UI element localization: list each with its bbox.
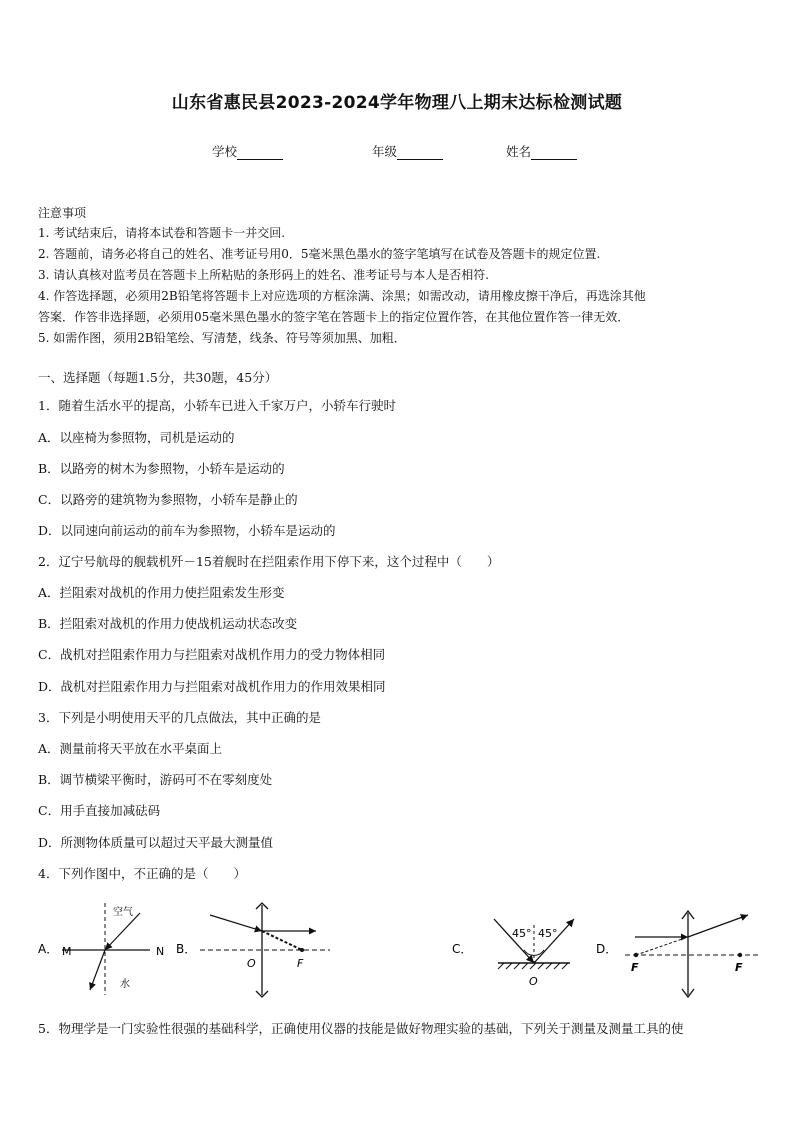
incident-ray	[210, 915, 262, 931]
reflected-ray	[534, 919, 574, 963]
notice-item: 5. 如需作图，须用2B铅笔绘、写清楚，线条、符号等须加黑、加粗．	[38, 331, 406, 345]
school-field[interactable]: 学校	[212, 142, 283, 160]
question-option: D．战机对拦阻索作用力与拦阻索对战机作用力的作用效果相同	[38, 679, 386, 694]
angle-right-label: 45°	[538, 927, 558, 940]
figure-c	[452, 919, 574, 988]
question-option: B．拦阻索对战机的作用力使战机运动状态改变	[38, 616, 298, 631]
figure-c-label: C．	[452, 942, 473, 956]
label-o: O	[247, 957, 256, 970]
figure-b-label: B．	[176, 942, 197, 956]
question-option: B．以路旁的树木为参照物，小轿车是运动的	[38, 461, 285, 476]
question-option: B．调节横梁平衡时，游码可不在零刻度处	[38, 772, 273, 787]
figure-d	[596, 911, 760, 997]
question-stem: 3．下列是小明使用天平的几点做法，其中正确的是	[38, 710, 321, 725]
incident-ray	[105, 913, 140, 950]
figure-a	[38, 903, 164, 995]
grade-field[interactable]: 年级	[372, 142, 443, 160]
name-field[interactable]: 姓名	[506, 142, 577, 160]
figure-b	[176, 903, 330, 997]
question-stem: 5．物理学是一门实验性很强的基础科学，正确使用仪器的技能是做好物理实验的基础，下列关于测量及测量工具的使	[38, 1021, 684, 1036]
label-f-left: F	[631, 961, 639, 974]
question-stem: 2．辽宁号航母的舰载机歼－15着舰时在拦阻索作用下停下来，这个过程中（ ）	[38, 554, 500, 569]
extension-line	[636, 937, 688, 955]
notice-item: 答案．作答非选择题，必须用05毫米黑色墨水的签字笔在答题卡上的指定位置作答，在其他位置作答一律无效．	[38, 310, 630, 324]
question-option: A．拦阻索对战机的作用力使拦阻索发生形变	[38, 585, 285, 600]
notice-item: 1. 考试结束后，请将本试卷和答题卡一并交回.	[38, 226, 286, 240]
figure-a-label: A．	[38, 942, 59, 956]
optics-figures	[0, 895, 794, 1005]
label-f: F	[297, 957, 304, 970]
label-m: M	[62, 945, 72, 958]
label-n: N	[156, 945, 165, 958]
incident-ray	[494, 919, 534, 963]
label-f-right: F	[735, 961, 743, 974]
question-stem: 1．随着生活水平的提高，小轿车已进入千家万户，小轿车行驶时	[38, 398, 396, 413]
question-option: C．以路旁的建筑物为参照物，小轿车是静止的	[38, 492, 298, 507]
figure-d-label: D．	[596, 942, 618, 956]
exit-ray	[688, 915, 748, 937]
question-option: A．以座椅为参照物，司机是运动的	[38, 430, 235, 445]
question-option: A．测量前将天平放在水平桌面上	[38, 741, 223, 756]
notice-heading: 注意事项	[38, 206, 87, 220]
notice-item: 3. 请认真核对监考员在答题卡上所粘贴的条形码上的姓名、准考证号与本人是否相符.	[38, 268, 490, 282]
section-heading: 一、选择题（每题1.5分，共30题，45分）	[38, 370, 278, 385]
angle-left-label: 45°	[512, 927, 532, 940]
refracted-ray	[90, 950, 105, 990]
label-air: 空气	[113, 907, 133, 918]
question-option: D．所测物体质量可以超过天平最大测量值	[38, 835, 274, 850]
label-o: O	[529, 975, 538, 988]
notice-item: 4. 作答选择题，必须用2B铅笔将答题卡上对应选项的方框涂满、涂黑；如需改动，请用橡皮擦干净后，再选涂其他	[38, 289, 646, 303]
mirror-hatching	[498, 963, 568, 969]
question-option: C．用手直接加减砝码	[38, 803, 161, 818]
page-title: 山东省惠民县2023-2024学年物理八上期末达标检测试题	[171, 93, 623, 113]
extension-line	[262, 931, 302, 950]
question-option: C．战机对拦阻索作用力与拦阻索对战机作用力的受力物体相同	[38, 647, 386, 662]
label-water: 水	[120, 979, 130, 990]
question-stem: 4．下列作图中，不正确的是（ ）	[38, 866, 246, 881]
notice-item: 2. 答题前，请务必将自己的姓名、准考证号用0．5毫米黑色墨水的签字笔填写在试卷及答题卡的规定位置.	[38, 247, 601, 261]
question-option: D．以同速向前运动的前车为参照物，小轿车是运动的	[38, 523, 336, 538]
